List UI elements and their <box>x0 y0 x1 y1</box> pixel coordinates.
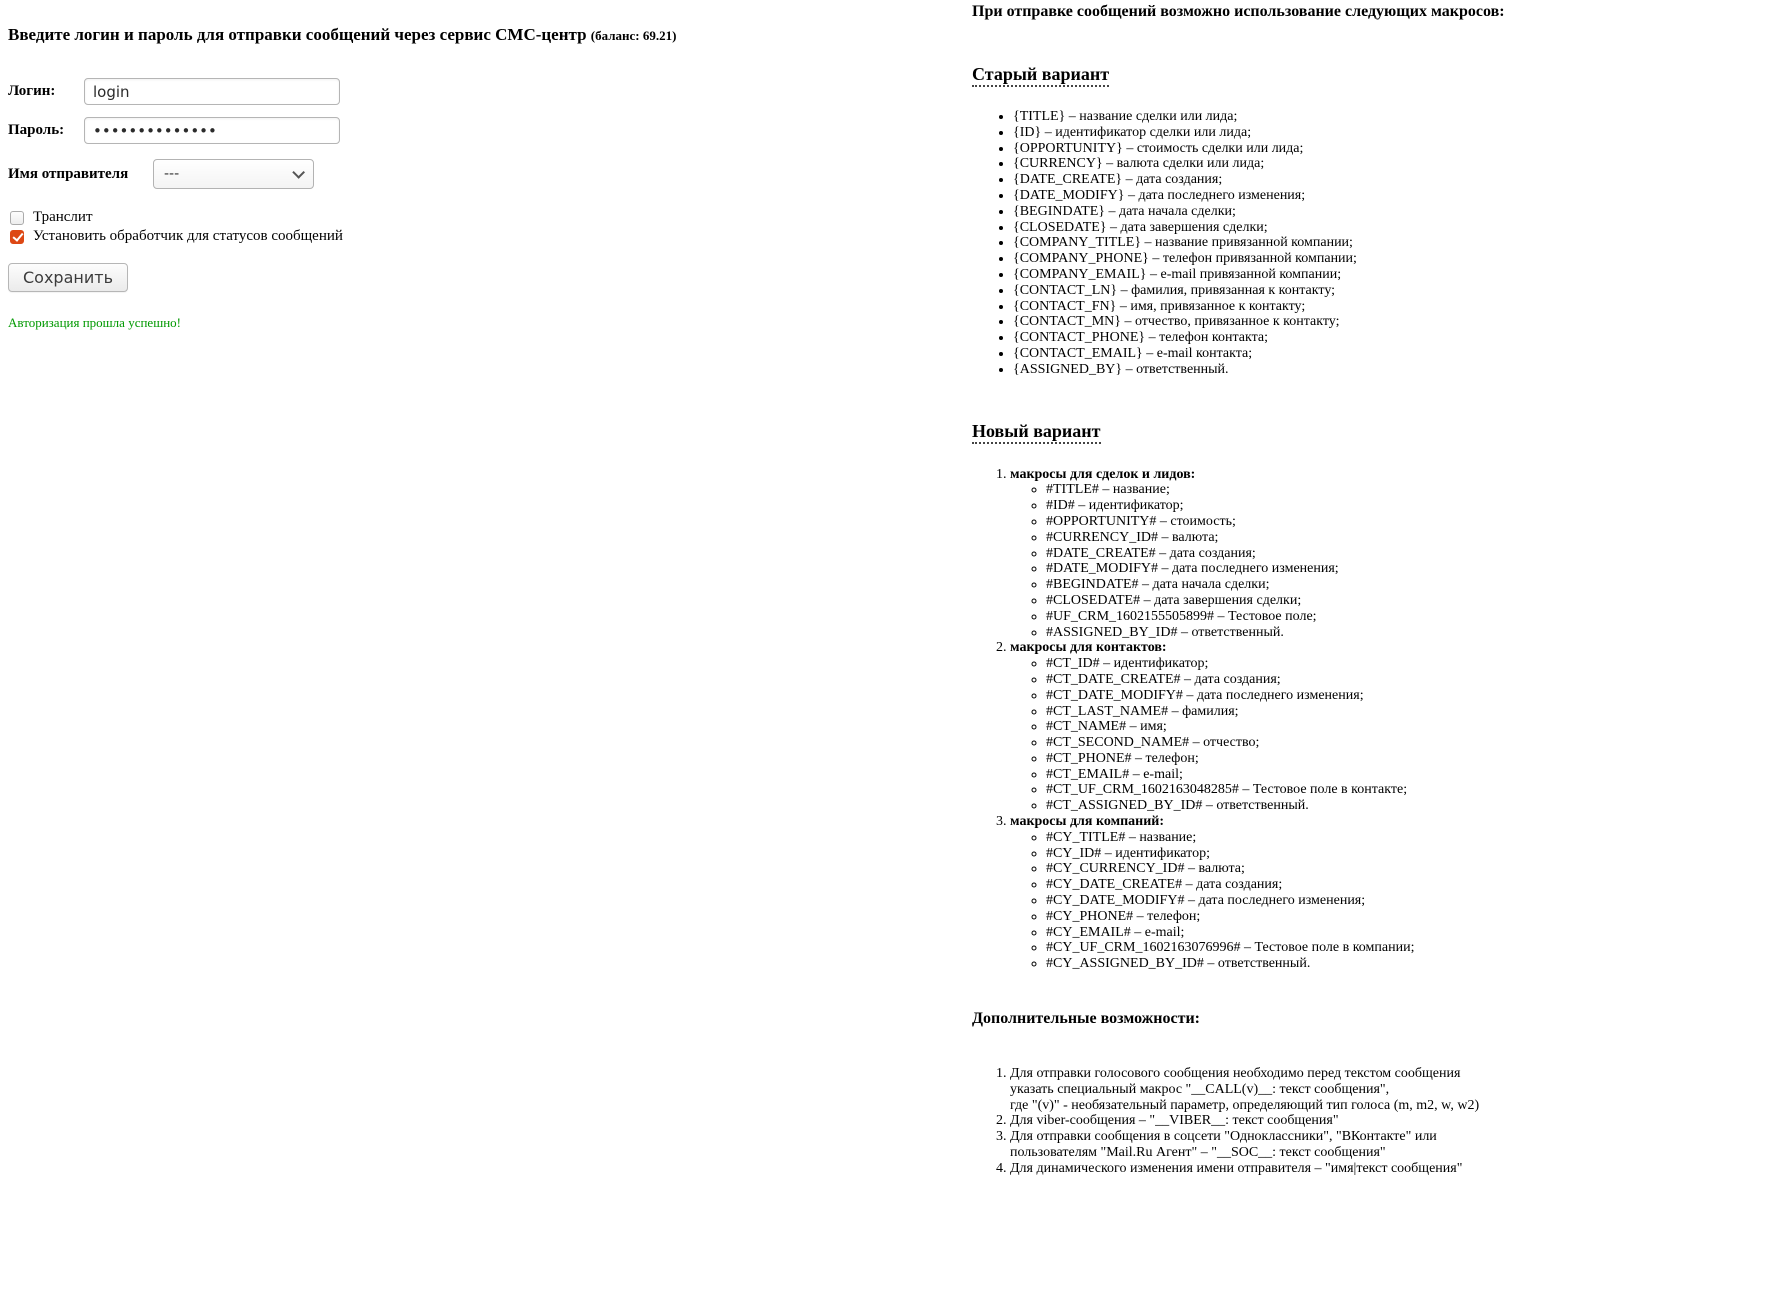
password-input[interactable] <box>84 117 340 144</box>
macro-group-items <box>1010 656 1572 814</box>
macro-group-title: макросы для контактов: <box>1010 640 1167 656</box>
translit-row <box>10 208 958 227</box>
macro-list-item: • {COMPANY_TITLE} – название привязанной компании; <box>1013 235 1572 251</box>
macro-list-item: ◦ #TITLE# – название; <box>1046 482 1572 498</box>
save-button[interactable]: Сохранить <box>8 263 128 292</box>
macro-group-items <box>1010 830 1572 972</box>
macro-list-item: ◦ #CT_ASSIGNED_BY_ID# – ответственный. <box>1046 798 1572 814</box>
extras-item-lines: 2. Для viber-сообщения – "__VIBER__: текст сообщения" <box>1010 1113 1339 1129</box>
sender-selected-value: --- <box>164 166 180 182</box>
macro-list-item: ◦ #CLOSEDATE# – дата завершения сделки; <box>1046 593 1572 609</box>
macro-list-item: ◦ #CY_CURRENCY_ID# – валюта; <box>1046 861 1572 877</box>
macro-list-item: ◦ #CT_DATE_CREATE# – дата создания; <box>1046 672 1572 688</box>
login-row <box>8 78 958 105</box>
extras-list-item <box>1010 1129 1572 1161</box>
macro-list-item: • {TITLE} – название сделки или лида; <box>1013 109 1572 125</box>
extras-list-item <box>1010 1066 1572 1113</box>
status-handler-label: Установить обработчик для статусов сообщений <box>33 228 343 244</box>
macro-list-item: ◦ #CT_ID# – идентификатор; <box>1046 656 1572 672</box>
translit-checkbox[interactable] <box>10 211 24 225</box>
macro-list-item: ◦ #CT_PHONE# – телефон; <box>1046 751 1572 767</box>
new-variant-heading: Новый вариант <box>972 420 1572 442</box>
macro-list-item: • {ID} – идентификатор сделки или лида; <box>1013 125 1572 141</box>
macro-list-item: • {COMPANY_PHONE} – телефон привязанной компании; <box>1013 251 1572 267</box>
help-intro: При отправке сообщений возможно использование следующих макросов: <box>972 3 1505 20</box>
macro-group <box>1010 814 1572 972</box>
extras-list-item <box>1010 1113 1572 1129</box>
sender-select[interactable] <box>153 159 314 189</box>
macro-list-item: • {CONTACT_PHONE} – телефон контакта; <box>1013 330 1572 346</box>
extras-item-lines: 4. Для динамического изменения имени отправителя – "имя|текст сообщения" <box>1010 1160 1463 1176</box>
macro-group-items <box>1010 482 1572 640</box>
macro-list-item: ◦ #OPPORTUNITY# – стоимость; <box>1046 514 1572 530</box>
macro-list-item: • {ASSIGNED_BY} – ответственный. <box>1013 362 1572 378</box>
macro-list-item: ◦ #ASSIGNED_BY_ID# – ответственный. <box>1046 625 1572 641</box>
macro-list-item: ◦ #CT_LAST_NAME# – фамилия; <box>1046 704 1572 720</box>
sms-settings-form <box>8 0 958 331</box>
translit-label: Транслит <box>33 209 93 225</box>
macro-list-item: ◦ #CY_ID# – идентификатор; <box>1046 846 1572 862</box>
sender-row <box>8 159 958 189</box>
macro-list-item: ◦ #CT_UF_CRM_1602163048285# – Тестовое поле в контакте; <box>1046 782 1572 798</box>
extras-list-item <box>1010 1161 1572 1177</box>
macro-list-item: • {DATE_MODIFY} – дата последнего изменения; <box>1013 188 1572 204</box>
extras-item-lines: 1. Для отправки голосового сообщения необходимо перед текстом сообщения указать специальный макрос "__CALL(v)__: текст сообщения", где "(v)" - необязательный параметр, определяющий тип голоса (m, m2, w, w2) <box>1010 1066 1480 1113</box>
new-variant-list <box>972 467 1572 973</box>
macro-list-item: ◦ #CURRENCY_ID# – валюта; <box>1046 530 1572 546</box>
extras-heading: Дополнительные возможности: <box>972 1010 1200 1028</box>
macro-list-item: • {CONTACT_MN} – отчество, привязанное к контакту; <box>1013 314 1572 330</box>
password-label: Пароль: <box>8 122 65 138</box>
macro-list-item: • {CONTACT_FN} – имя, привязанное к контакту; <box>1013 299 1572 315</box>
macro-group <box>1010 640 1572 814</box>
extras-list <box>972 1066 1572 1177</box>
macro-list-item: • {COMPANY_EMAIL} – e-mail привязанной компании; <box>1013 267 1572 283</box>
login-input[interactable] <box>84 78 340 105</box>
macro-list-item: ◦ #CY_UF_CRM_1602163076996# – Тестовое поле в компании; <box>1046 940 1572 956</box>
password-row <box>8 117 958 144</box>
macro-list-item: ◦ #UF_CRM_1602155505899# – Тестовое поле; <box>1046 609 1572 625</box>
macro-list-item: ◦ #CY_ASSIGNED_BY_ID# – ответственный. <box>1046 956 1572 972</box>
login-label: Логин: <box>8 83 56 99</box>
macro-list-item: ◦ #ID# – идентификатор; <box>1046 498 1572 514</box>
macro-list-item: • {CONTACT_LN} – фамилия, привязанная к контакту; <box>1013 283 1572 299</box>
page-title-text: Введите логин и пароль для отправки сообщений через сервис СМС-центр <box>8 25 587 44</box>
macro-list-item: • {CONTACT_EMAIL} – e-mail контакта; <box>1013 346 1572 362</box>
macro-list-item: ◦ #CY_PHONE# – телефон; <box>1046 909 1572 925</box>
macro-list-item: ◦ #CY_DATE_MODIFY# – дата последнего изменения; <box>1046 893 1572 909</box>
macro-group-title: макросы для сделок и лидов: <box>1010 466 1196 482</box>
macro-list-item: • {OPPORTUNITY} – стоимость сделки или лида; <box>1013 141 1572 157</box>
macro-list-item: ◦ #CT_NAME# – имя; <box>1046 719 1572 735</box>
status-handler-row <box>10 227 958 246</box>
macro-list-item: ◦ #DATE_CREATE# – дата создания; <box>1046 546 1572 562</box>
old-variant-list <box>972 109 1572 378</box>
macro-list-item: • {BEGINDATE} – дата начала сделки; <box>1013 204 1572 220</box>
page-title <box>8 24 958 46</box>
extras-item-lines: 3. Для отправки сообщения в соцсети "Одноклассники", "ВКонтакте" или пользователям "Mail.Ru Агент" – "__SOC__: текст сообщения" <box>1010 1129 1437 1161</box>
old-variant-heading: Старый вариант <box>972 63 1572 85</box>
macro-list-item: ◦ #DATE_MODIFY# – дата последнего изменения; <box>1046 561 1572 577</box>
macros-help <box>972 0 1572 1177</box>
macro-group <box>1010 467 1572 641</box>
status-handler-checkbox[interactable] <box>10 230 24 244</box>
macro-list-item: • {CURRENCY} – валюта сделки или лида; <box>1013 156 1572 172</box>
macro-group-title: макросы для компаний: <box>1010 814 1165 830</box>
balance-badge: (баланс: 69.21) <box>590 28 677 43</box>
auth-status-message: Авторизация прошла успешно! <box>8 315 181 330</box>
chevron-down-icon <box>292 166 305 179</box>
macro-list-item: ◦ #BEGINDATE# – дата начала сделки; <box>1046 577 1572 593</box>
macro-list-item: ◦ #CY_DATE_CREATE# – дата создания; <box>1046 877 1572 893</box>
macro-list-item: ◦ #CY_EMAIL# – e-mail; <box>1046 925 1572 941</box>
sender-label: Имя отправителя <box>8 165 129 182</box>
macro-list-item: ◦ #CT_EMAIL# – e-mail; <box>1046 767 1572 783</box>
macro-list-item: ◦ #CY_TITLE# – название; <box>1046 830 1572 846</box>
macro-list-item: • {DATE_CREATE} – дата создания; <box>1013 172 1572 188</box>
macro-list-item: ◦ #CT_DATE_MODIFY# – дата последнего изменения; <box>1046 688 1572 704</box>
macro-list-item: • {CLOSEDATE} – дата завершения сделки; <box>1013 220 1572 236</box>
macro-list-item: ◦ #CT_SECOND_NAME# – отчество; <box>1046 735 1572 751</box>
